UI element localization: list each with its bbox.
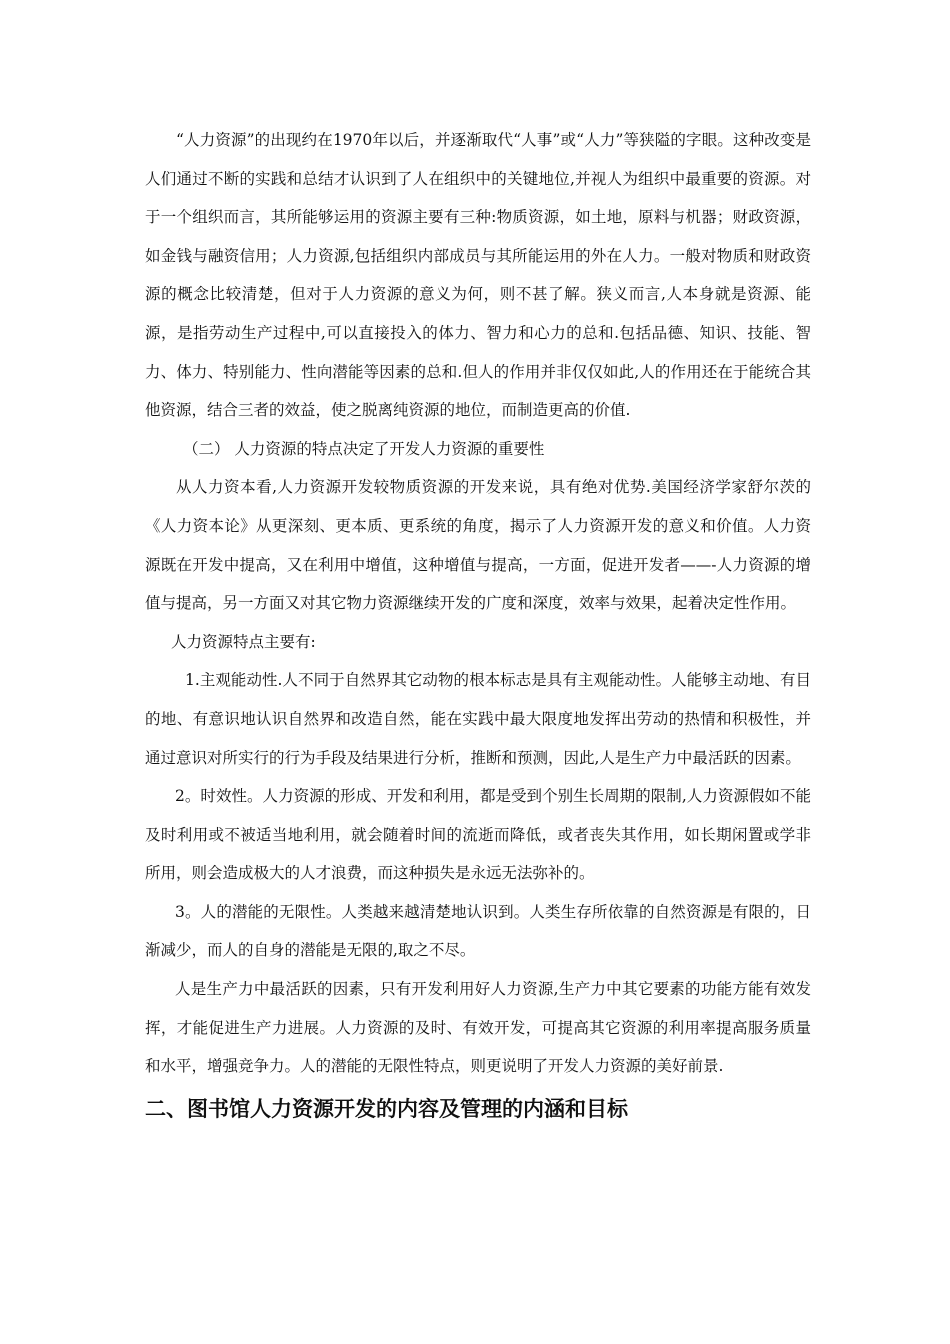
paragraph-human-resources-origin: “人力资源”的出现约在1970年以后，并逐渐取代“人事”或“人力”等狭隘的字眼。这种改变是人们通过不断的实践和总结才认识到了人在组织中的关键地位,并视人为组织中最重要的资源。对于一个组织而言，其所能够运用的资源主要有三种:物质资源，如土地，原料与机器；财政资源，如金钱与融资信用；人力资源,包括组织内部成员与其所能运用的外在人力。一般对物质和财政资源的概念比较清楚，但对于人力资源的意义为何，则不甚了解。狭义而言,人本身就是资源、能源，是指劳动生产过程中,可以直接投入的体力、智力和心力的总和.包括品德、知识、技能、智力、体力、特别能力、性向潜能等因素的总和.但人的作用并非仅仅如此,人的作用还在于能统合其他资源，结合三者的效益，使之脱离纯资源的地位，而制造更高的价值. [145, 131, 811, 420]
paragraph-characteristics-intro: 人力资源特点主要有: [171, 632, 316, 651]
paragraph-unlimited-potential: 3。人的潜能的无限性。人类越来越清楚地认识到。人类生存所依靠的自然资源是有限的，日渐减少，而人的自身的潜能是无限的,取之不尽。 [145, 902, 811, 960]
paragraph-subjective-initiative: 1.主观能动性.人不同于自然界其它动物的根本标志是具有主观能动性。人能够主动地、有目的地、有意识地认识自然界和改造自然，能在实践中最大限度地发挥出劳动的热情和积极性，并通过意识对所实行的行为手段及结果进行分析，推断和预测，因此,人是生产力中最活跃的因素。 [145, 671, 811, 767]
subheading-characteristics: （二） 人力资源的特点决定了开发人力资源的重要性 [183, 439, 545, 458]
paragraph-human-capital: 从人力资本看,人力资源开发较物质资源的开发来说，具有绝对优势.美国经济学家舒尔茨的《人力资本论》从更深刻、更本质、更系统的角度，揭示了人力资源开发的意义和价值。人力资源既在开发中提高，又在利用中增值，这种增值与提高，一方面，促进开发者——-人力资源的增值与提高，另一方面又对其它物力资源继续开发的广度和深度，效率与效果，起着决定性作用。 [145, 478, 811, 613]
paragraph-timeliness: 2。时效性。人力资源的形成、开发和利用，都是受到个别生长周期的限制,人力资源假如不能及时利用或不被适当地利用，就会随着时间的流逝而降低，或者丧失其作用，如长期闲置或学非所用，则会造成极大的人才浪费，而这种损失是永远无法弥补的。 [145, 787, 811, 883]
paragraph-productivity: 人是生产力中最活跃的因素，只有开发利用好人力资源,生产力中其它要素的功能方能有效发挥，才能促进生产力进展。人力资源的及时、有效开发，可提高其它资源的利用率提高服务质量和水平，增强竞争力。人的潜能的无限性特点，则更说明了开发人力资源的美好前景. [145, 980, 811, 1076]
section-heading: 二、图书馆人力资源开发的内容及管理的内涵和目标 [145, 1096, 628, 1121]
document-body [145, 121, 811, 1128]
